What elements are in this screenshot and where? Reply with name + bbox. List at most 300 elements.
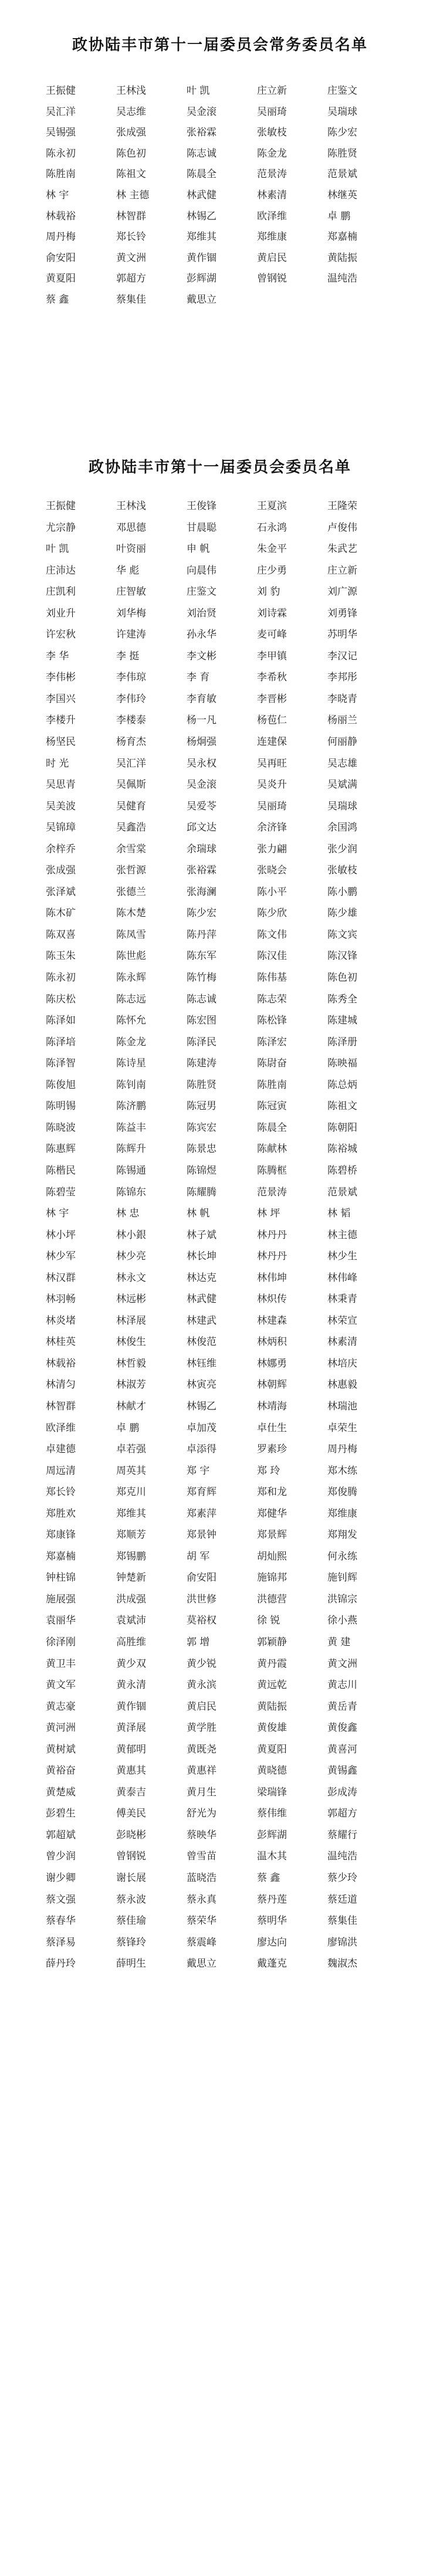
member-name: 蔡永真	[187, 1893, 216, 1906]
member-name: 卓若强	[116, 1443, 146, 1456]
member-name: 庄立新	[257, 85, 287, 97]
member-name: 陈裕城	[327, 1143, 357, 1155]
member-name: 林俊范	[187, 1336, 216, 1348]
member-name: 黄 建	[327, 1636, 351, 1648]
member-name: 张力翩	[257, 843, 287, 855]
member-name: 林炽传	[257, 1293, 287, 1306]
member-name: 张少润	[327, 843, 357, 855]
member-name: 林 宇	[46, 1208, 69, 1220]
member-name: 林素清	[257, 189, 287, 201]
standing-committee-title: 政协陆丰市第十一届委员会常务委员名单	[72, 36, 368, 54]
member-name: 陈色初	[116, 147, 146, 160]
member-name: 陈明锡	[46, 1100, 76, 1113]
member-name: 郑嘉楠	[46, 1550, 76, 1562]
member-name: 范景涛	[257, 168, 287, 181]
member-name: 黄惠其	[116, 1765, 146, 1777]
member-name: 李希秋	[257, 672, 287, 684]
member-name: 蔡春华	[46, 1915, 76, 1927]
member-name: 黄郁明	[116, 1743, 146, 1755]
member-name: 刘华梅	[116, 607, 146, 619]
member-name: 袁丽华	[46, 1615, 76, 1627]
member-name: 黄喜河	[327, 1743, 357, 1755]
member-name: 陈怀允	[116, 1015, 146, 1027]
member-name: 陈映福	[327, 1057, 357, 1070]
member-name: 卓 鹏	[116, 1422, 140, 1434]
member-name: 陈丹萍	[187, 928, 216, 941]
member-name: 廖锦洪	[327, 1936, 357, 1948]
member-name: 郭超方	[327, 1808, 357, 1820]
member-name: 俞安阳	[187, 1572, 216, 1584]
member-name: 向晨伟	[187, 564, 216, 577]
member-name: 余瑞球	[187, 843, 216, 855]
member-name: 蔡 鑫	[257, 1872, 280, 1884]
member-name: 庄鉴文	[327, 85, 357, 97]
member-name: 张成强	[116, 127, 146, 139]
member-name: 陈泽培	[46, 1036, 76, 1048]
member-name: 石永鸿	[257, 521, 287, 534]
member-name: 吴美波	[46, 800, 76, 812]
member-name: 陈泽册	[327, 1036, 357, 1048]
member-name: 李汉记	[327, 650, 357, 662]
member-name: 陈胜贤	[187, 1079, 216, 1091]
member-name: 陈俊旭	[46, 1079, 76, 1091]
member-name: 林少军	[46, 1250, 76, 1263]
member-name: 施锦邦	[257, 1572, 287, 1584]
member-name: 戴思立	[187, 1958, 216, 1970]
member-name: 陈竹梅	[187, 972, 216, 984]
member-name: 林伟坤	[257, 1272, 287, 1284]
member-name: 林长坤	[187, 1250, 216, 1263]
member-name: 陈少宏	[187, 907, 216, 920]
member-name: 华 彪	[116, 564, 140, 577]
member-name: 陈晨全	[187, 168, 216, 181]
member-name: 庄凯利	[46, 586, 76, 598]
member-name: 陈尉奋	[257, 1057, 287, 1070]
member-name: 黄夏阳	[46, 273, 76, 285]
member-name: 张敏枝	[257, 127, 287, 139]
member-name: 吴汇洋	[116, 757, 146, 770]
member-name: 林娜勇	[257, 1357, 287, 1370]
member-name: 陈耀腾	[187, 1186, 216, 1198]
member-name: 黄作锢	[187, 252, 216, 264]
member-name: 徐泽刚	[46, 1636, 76, 1648]
member-name: 吴锡强	[46, 127, 76, 139]
member-name: 蔡明华	[257, 1915, 287, 1927]
member-name: 申 帆	[187, 543, 210, 555]
member-name: 陈少雄	[327, 907, 357, 920]
member-name: 张成强	[46, 865, 76, 877]
member-name: 吴炎升	[257, 779, 287, 791]
member-name: 陈世彪	[116, 950, 146, 962]
member-name: 李 华	[46, 650, 69, 662]
member-name: 郑嘉楠	[327, 231, 357, 243]
member-name: 林智群	[46, 1400, 76, 1412]
member-name: 薛明生	[116, 1958, 146, 1970]
member-name: 吴爱苓	[187, 800, 216, 812]
member-name: 孙永华	[187, 629, 216, 641]
member-name: 郑维康	[327, 1507, 357, 1520]
member-name: 叶资丽	[116, 543, 146, 555]
member-name: 黄树斌	[46, 1743, 76, 1755]
member-name: 郑 玲	[257, 1465, 280, 1477]
member-name: 郭颖静	[257, 1636, 287, 1648]
committee-members-title: 政协陆丰市第十一届委员会委员名单	[88, 459, 351, 476]
member-name: 黄文洲	[116, 252, 146, 264]
member-name: 戴思立	[187, 293, 216, 306]
member-name: 张裕霖	[187, 865, 216, 877]
member-name: 邱文达	[187, 822, 216, 834]
member-name: 欧泽维	[257, 210, 287, 222]
member-name: 陈志荣	[257, 993, 287, 1005]
member-name: 陈双喜	[46, 928, 76, 941]
member-name: 曾钢锐	[257, 273, 287, 285]
member-name: 林寅亮	[187, 1379, 216, 1391]
member-name: 陈济鹏	[116, 1100, 146, 1113]
member-name: 陈木矿	[46, 907, 76, 920]
member-name: 范景斌	[327, 1186, 357, 1198]
member-name: 黄少锐	[187, 1658, 216, 1670]
member-name: 杨育杰	[116, 736, 146, 748]
member-name: 吴汇洋	[46, 106, 76, 118]
member-name: 陈楷民	[46, 1164, 76, 1177]
member-name: 彭辉湖	[257, 1829, 287, 1841]
member-name: 蔡集佳	[327, 1915, 357, 1927]
member-name: 卓加茂	[187, 1422, 216, 1434]
member-name: 吴思青	[46, 779, 76, 791]
member-name: 林武健	[187, 1293, 216, 1306]
member-name: 蔡廷道	[327, 1893, 357, 1906]
member-name: 陈少宏	[327, 127, 357, 139]
member-name: 庄鉴文	[187, 586, 216, 598]
member-name: 张哲源	[116, 865, 146, 877]
member-name: 林羽畅	[46, 1293, 76, 1306]
member-name: 黄远乾	[257, 1679, 287, 1692]
member-name: 蔡文强	[46, 1893, 76, 1906]
member-name: 郑顺芳	[116, 1529, 146, 1541]
member-name: 黄永清	[116, 1679, 146, 1692]
member-name: 谢长展	[116, 1872, 146, 1884]
member-name: 陈宾宏	[187, 1121, 216, 1134]
member-name: 李 挺	[116, 650, 140, 662]
member-name: 陈志远	[116, 993, 146, 1005]
member-name: 吴金滚	[187, 779, 216, 791]
member-name: 蔡映华	[187, 1829, 216, 1841]
member-name: 林伟峰	[327, 1272, 357, 1284]
member-name: 李楼泰	[116, 714, 146, 727]
member-name	[327, 290, 398, 311]
member-name: 林建森	[257, 1314, 287, 1327]
member-name: 庄智敏	[116, 586, 146, 598]
member-name: 周丹梅	[46, 231, 76, 243]
member-name: 黄志川	[327, 1679, 357, 1692]
member-name: 徐小燕	[327, 1615, 357, 1627]
member-name: 陈辉升	[116, 1143, 146, 1155]
member-name: 蔡耀行	[327, 1829, 357, 1841]
member-name: 黄志豪	[46, 1700, 76, 1713]
member-name: 张海澜	[187, 886, 216, 898]
member-name: 俞安阳	[46, 252, 76, 264]
member-name: 王林浅	[116, 500, 146, 512]
member-name: 李国兴	[46, 693, 76, 705]
member-name: 曾雪苗	[187, 1850, 216, 1863]
member-name: 林继英	[327, 189, 357, 201]
member-name: 张裕霖	[187, 127, 216, 139]
member-name: 何永练	[327, 1550, 357, 1562]
member-name: 陈少欣	[257, 907, 287, 920]
member-name: 郑维其	[116, 1507, 146, 1520]
member-name: 林素清	[327, 1336, 357, 1348]
member-name: 李楼升	[46, 714, 76, 727]
member-name: 卓荣生	[327, 1422, 357, 1434]
member-name: 陈泽智	[46, 1057, 76, 1070]
member-name: 苏明华	[327, 629, 357, 641]
member-name: 陈小鹏	[327, 886, 357, 898]
member-name: 林朝辉	[257, 1379, 287, 1391]
member-name: 李邦彤	[327, 672, 357, 684]
member-name: 蔡永波	[116, 1893, 146, 1906]
member-name: 郑育辉	[187, 1486, 216, 1499]
member-name: 卢俊伟	[327, 521, 357, 534]
member-name: 陈宏图	[187, 1015, 216, 1027]
member-name: 陈凤雪	[116, 928, 146, 941]
member-name: 卓仕生	[257, 1422, 287, 1434]
member-name: 陈祖文	[116, 168, 146, 181]
member-name: 林淑芳	[116, 1379, 146, 1391]
member-name: 林丹丹	[257, 1250, 287, 1263]
member-name: 温纯浩	[327, 1850, 357, 1863]
member-name: 黄泽展	[116, 1722, 146, 1734]
member-name: 陈金龙	[116, 1036, 146, 1048]
member-name: 朱武艺	[327, 543, 357, 555]
member-name: 陈泽宏	[257, 1036, 287, 1048]
member-name: 傅美民	[116, 1808, 146, 1820]
member-name: 陈色初	[327, 972, 357, 984]
member-name: 李伟彬	[46, 672, 76, 684]
member-name: 麦可峰	[257, 629, 287, 641]
member-name: 郭 增	[187, 1636, 210, 1648]
member-name: 李育敏	[187, 693, 216, 705]
member-name: 陈玉朱	[46, 950, 76, 962]
member-name: 陈文宾	[327, 928, 357, 941]
member-name: 陈泽民	[187, 1036, 216, 1048]
member-name: 林载裕	[46, 210, 76, 222]
member-name	[257, 290, 327, 311]
member-name: 温纯浩	[327, 273, 357, 285]
member-name: 张德兰	[116, 886, 146, 898]
member-name: 黄岳青	[327, 1700, 357, 1713]
member-name: 林智群	[116, 210, 146, 222]
member-name: 林锡乙	[187, 1400, 216, 1412]
member-name: 曾钢锐	[116, 1850, 146, 1863]
member-name: 王夏滨	[257, 500, 287, 512]
member-name: 林武健	[187, 189, 216, 201]
member-name: 郑木练	[327, 1465, 357, 1477]
member-name: 黄卫丰	[46, 1658, 76, 1670]
member-name: 黄惠祥	[187, 1765, 216, 1777]
committee-members-name-grid	[46, 496, 398, 1975]
member-name: 陈惠辉	[46, 1143, 76, 1155]
member-name: 吴佩斯	[116, 779, 146, 791]
member-name: 郑锡鹏	[116, 1550, 146, 1562]
member-name: 彭成涛	[327, 1786, 357, 1798]
member-name: 庄少勇	[257, 564, 287, 577]
member-name: 郑康锋	[46, 1529, 76, 1541]
member-name: 林荣宣	[327, 1314, 357, 1327]
member-name: 黄文洲	[327, 1658, 357, 1670]
member-name: 陈小平	[257, 886, 287, 898]
member-name: 陈朝阳	[327, 1121, 357, 1134]
member-name: 刘治贤	[187, 607, 216, 619]
member-name: 陈碧莹	[46, 1186, 76, 1198]
member-name: 张晓会	[257, 865, 287, 877]
member-name: 林俊生	[116, 1336, 146, 1348]
member-name: 谢少卿	[46, 1872, 76, 1884]
member-name: 刘勇锋	[327, 607, 357, 619]
member-name: 林泽展	[116, 1314, 146, 1327]
member-name: 杨一凡	[187, 714, 216, 727]
member-name: 吴鑫浩	[116, 822, 146, 834]
member-name: 王林浅	[116, 85, 146, 97]
member-name: 陈献林	[257, 1143, 287, 1155]
member-name: 欧泽维	[46, 1422, 76, 1434]
member-name: 陈汉锋	[327, 950, 357, 962]
member-name: 林 主德	[116, 189, 150, 201]
member-name: 林丹丹	[257, 1229, 287, 1241]
member-name: 林清匀	[46, 1379, 76, 1391]
member-name: 林汉群	[46, 1272, 76, 1284]
member-name: 黄启民	[187, 1700, 216, 1713]
member-name: 黄启民	[257, 252, 287, 264]
member-name: 李晋彬	[257, 693, 287, 705]
member-name: 陈景忠	[187, 1143, 216, 1155]
member-name: 黄河洲	[46, 1722, 76, 1734]
member-name: 吴丽琦	[257, 106, 287, 118]
member-name: 陈建城	[327, 1015, 357, 1027]
member-name: 黄锡鑫	[327, 1765, 357, 1777]
member-name: 时 光	[46, 757, 69, 770]
member-name: 林 忠	[116, 1208, 140, 1220]
member-name: 陈秀全	[327, 993, 357, 1005]
member-name: 朱金平	[257, 543, 287, 555]
member-name: 林载裕	[46, 1357, 76, 1370]
member-name: 彭辉湖	[187, 273, 216, 285]
member-name: 陈松锋	[257, 1015, 287, 1027]
member-name: 蔡 鑫	[46, 293, 69, 306]
member-name: 郑景钟	[187, 1529, 216, 1541]
member-name: 蔡佳瑜	[116, 1915, 146, 1927]
member-name: 余济锋	[257, 822, 287, 834]
member-name: 陈晓波	[46, 1121, 76, 1134]
member-name: 林远彬	[116, 1293, 146, 1306]
member-name: 戴蓬克	[257, 1958, 287, 1970]
member-name: 蔡伟维	[257, 1808, 287, 1820]
member-name: 刘诗霖	[257, 607, 287, 619]
member-name: 吴瑞球	[327, 106, 357, 118]
member-name: 林建武	[187, 1314, 216, 1327]
member-name: 林靖海	[257, 1400, 287, 1412]
member-name: 温木其	[257, 1850, 287, 1863]
member-name: 蔡集佳	[116, 293, 146, 306]
member-name: 王俊锋	[187, 500, 216, 512]
member-name: 郑俊腾	[327, 1486, 357, 1499]
member-name: 何丽静	[327, 736, 357, 748]
member-name: 陈锡通	[116, 1164, 146, 1177]
member-name: 陈伟基	[257, 972, 287, 984]
member-name: 莫裕权	[187, 1615, 216, 1627]
member-name: 林钰维	[187, 1357, 216, 1370]
member-name: 黄晓德	[257, 1765, 287, 1777]
member-name: 郑维其	[187, 231, 216, 243]
member-name: 廖达向	[257, 1936, 287, 1948]
member-name: 卓 鹏	[327, 210, 351, 222]
member-name: 陈腾框	[257, 1164, 287, 1177]
member-name: 陈祖文	[327, 1100, 357, 1113]
member-name: 陈永初	[46, 147, 76, 160]
member-name: 陈泽如	[46, 1015, 76, 1027]
member-name: 黄陆振	[257, 1700, 287, 1713]
member-name: 庄沛达	[46, 564, 76, 577]
member-name: 许宏秋	[46, 629, 76, 641]
member-name: 徐 锐	[257, 1615, 280, 1627]
member-name: 林 宇	[46, 189, 69, 201]
member-name: 陈胜南	[46, 168, 76, 181]
member-name: 林献才	[116, 1400, 146, 1412]
member-name: 余雪棠	[116, 843, 146, 855]
member-name: 陈庆松	[46, 993, 76, 1005]
member-name: 黄泰吉	[116, 1786, 146, 1798]
member-name: 郑克川	[116, 1486, 146, 1499]
member-name: 林小銀	[116, 1229, 146, 1241]
member-name: 林炳积	[257, 1336, 287, 1348]
member-name: 林瑞池	[327, 1400, 357, 1412]
member-name: 蔡丹莲	[257, 1893, 287, 1906]
member-name: 林少生	[327, 1250, 357, 1263]
member-name: 郑长铃	[46, 1486, 76, 1499]
member-name: 甘晨聪	[187, 521, 216, 534]
member-name: 王振健	[46, 500, 76, 512]
member-name: 李伟玲	[116, 693, 146, 705]
member-name: 陈文伟	[257, 928, 287, 941]
member-name: 施钊辉	[327, 1572, 357, 1584]
member-name: 李甲镇	[257, 650, 287, 662]
member-name: 魏淑杰	[327, 1958, 357, 1970]
member-name: 陈总炳	[327, 1079, 357, 1091]
member-name: 郑长铃	[116, 231, 146, 243]
member-name: 余梓乔	[46, 843, 76, 855]
member-name: 余国鸿	[327, 822, 357, 834]
member-name: 郑景辉	[257, 1529, 287, 1541]
member-name: 陈冠男	[187, 1100, 216, 1113]
member-name: 黄丹霞	[257, 1658, 287, 1670]
member-name: 黄作锢	[116, 1700, 146, 1713]
member-name: 郑翔发	[327, 1529, 357, 1541]
member-name: 林 帆	[187, 1208, 210, 1220]
member-name: 吴永权	[187, 757, 216, 770]
member-name: 梁瑞锋	[257, 1786, 287, 1798]
member-name: 张泽斌	[46, 886, 76, 898]
member-name: 吴再旺	[257, 757, 287, 770]
member-name: 陈永初	[46, 972, 76, 984]
member-name: 陈金龙	[257, 147, 287, 160]
member-name: 林少亮	[116, 1250, 146, 1263]
member-name: 吴志维	[116, 106, 146, 118]
member-name: 吴丽琦	[257, 800, 287, 812]
member-name: 范景斌	[327, 168, 357, 181]
member-name: 林炎堵	[46, 1314, 76, 1327]
member-name: 叶 凯	[46, 543, 69, 555]
member-name: 陈永辉	[116, 972, 146, 984]
member-name: 林桂英	[46, 1336, 76, 1348]
